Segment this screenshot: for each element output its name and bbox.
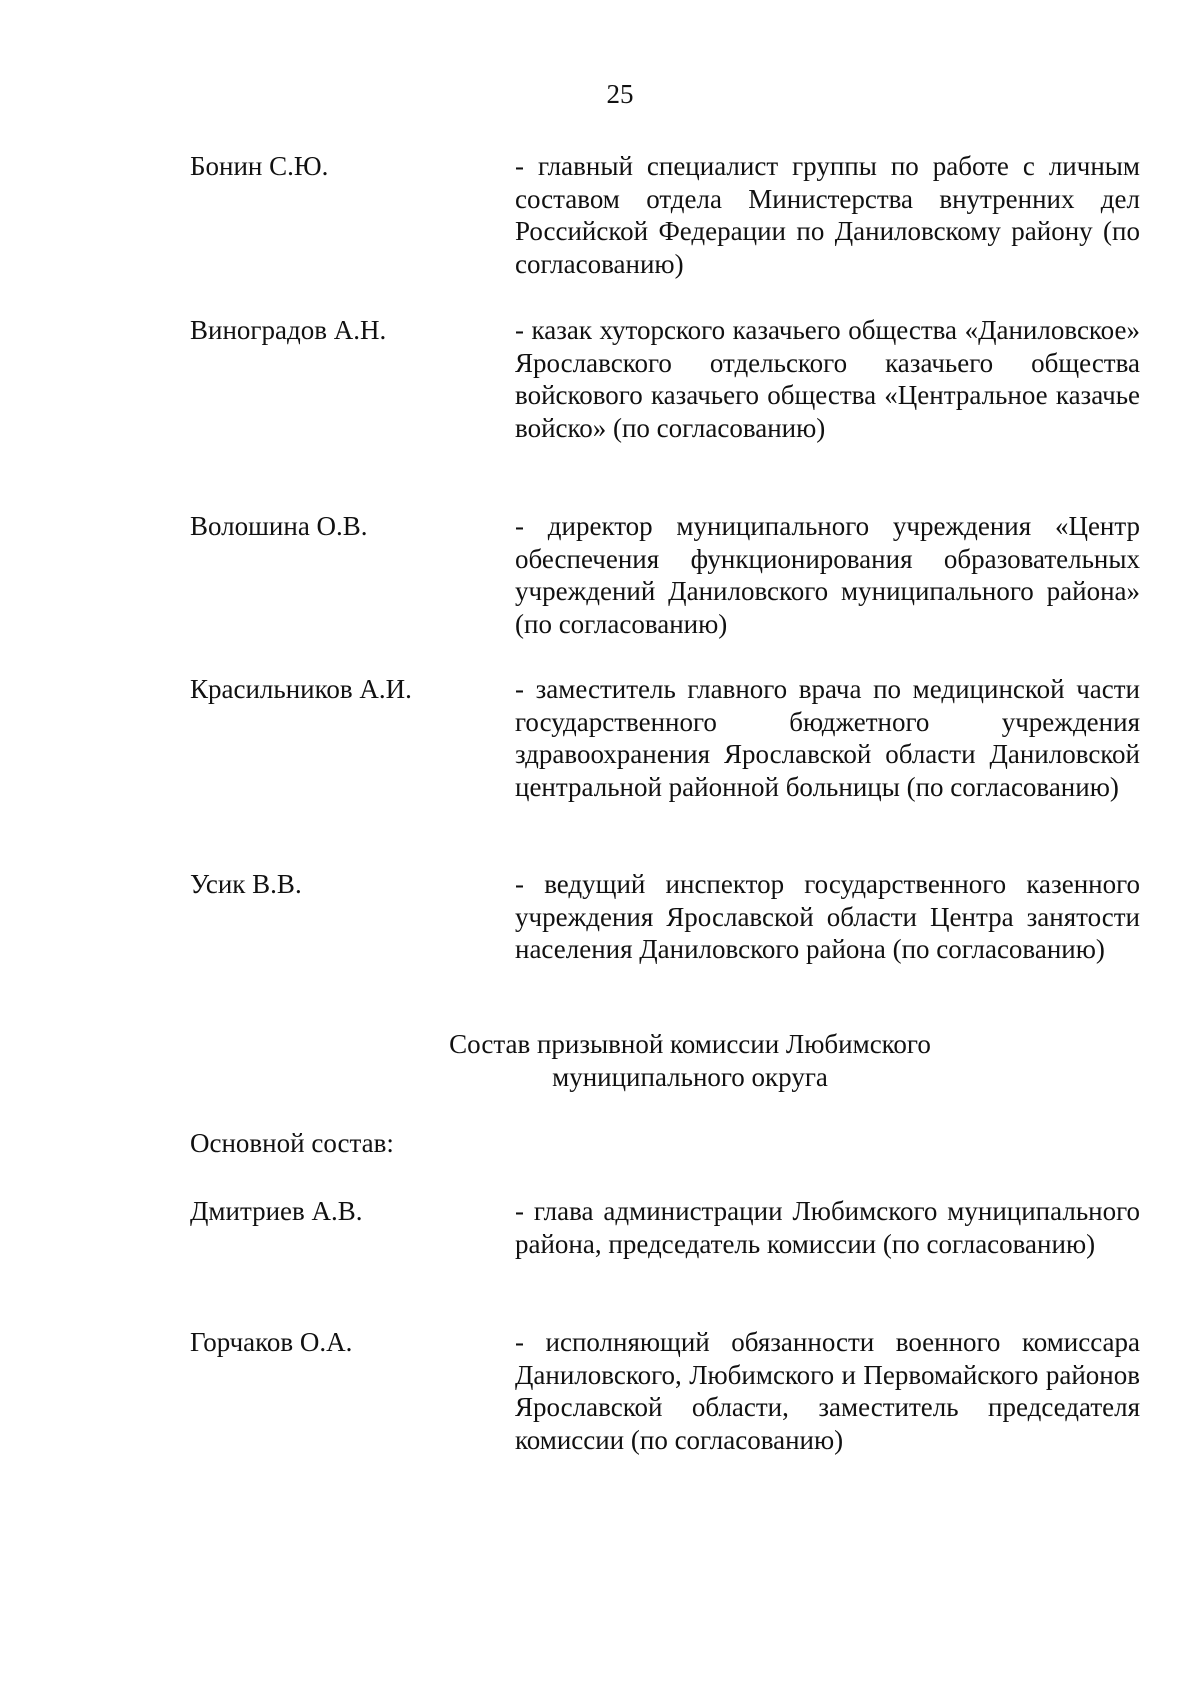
member-description: - заместитель главного врача по медицинской части государственного бюджетного учреждения здравоохранения Ярославской области Даниловской центральной районной больницы (по согласованию) [515,674,1140,802]
member-name: Виноградов А.Н. [190,315,387,345]
member-name: Красильников А.И. [190,674,412,704]
member-name: Бонин С.Ю. [190,151,329,181]
member-name: Дмитриев А.В. [190,1196,363,1226]
member-description: - директор муниципального учреждения «Центр обеспечения функционирования образовательных учреждений Даниловского муниципального района» (по согласованию) [515,511,1140,639]
section-title-line: муниципального округа [552,1062,828,1092]
page-number: 25 [606,79,634,109]
subheading: Основной состав: [190,1128,394,1158]
member-name: Волошина О.В. [190,511,368,541]
member-description: - ведущий инспектор государственного казенного учреждения Ярославской области Центра занятости населения Даниловского района (по согласованию) [515,869,1140,965]
member-description: - казак хуторского казачьего общества «Даниловское» Ярославского отдельского казачьего общества войскового казачьего общества «Центральное казачье войско» (по согласованию) [515,315,1140,443]
section-title [300,1028,1080,1094]
section-title-line: Состав призывной комиссии Любимского [449,1029,931,1059]
member-description: - главный специалист группы по работе с личным составом отдела Министерства внутренних дел Российской Федерации по Даниловскому району (по согласованию) [515,151,1140,279]
member-name: Горчаков О.А. [190,1327,353,1357]
member-description: - глава администрации Любимского муниципального района, председатель комиссии (по согласованию) [515,1196,1140,1259]
member-name: Усик В.В. [190,869,302,899]
member-description: - исполняющий обязанности военного комиссара Даниловского, Любимского и Первомайского районов Ярославской области, заместитель председателя комиссии (по согласованию) [515,1327,1140,1455]
